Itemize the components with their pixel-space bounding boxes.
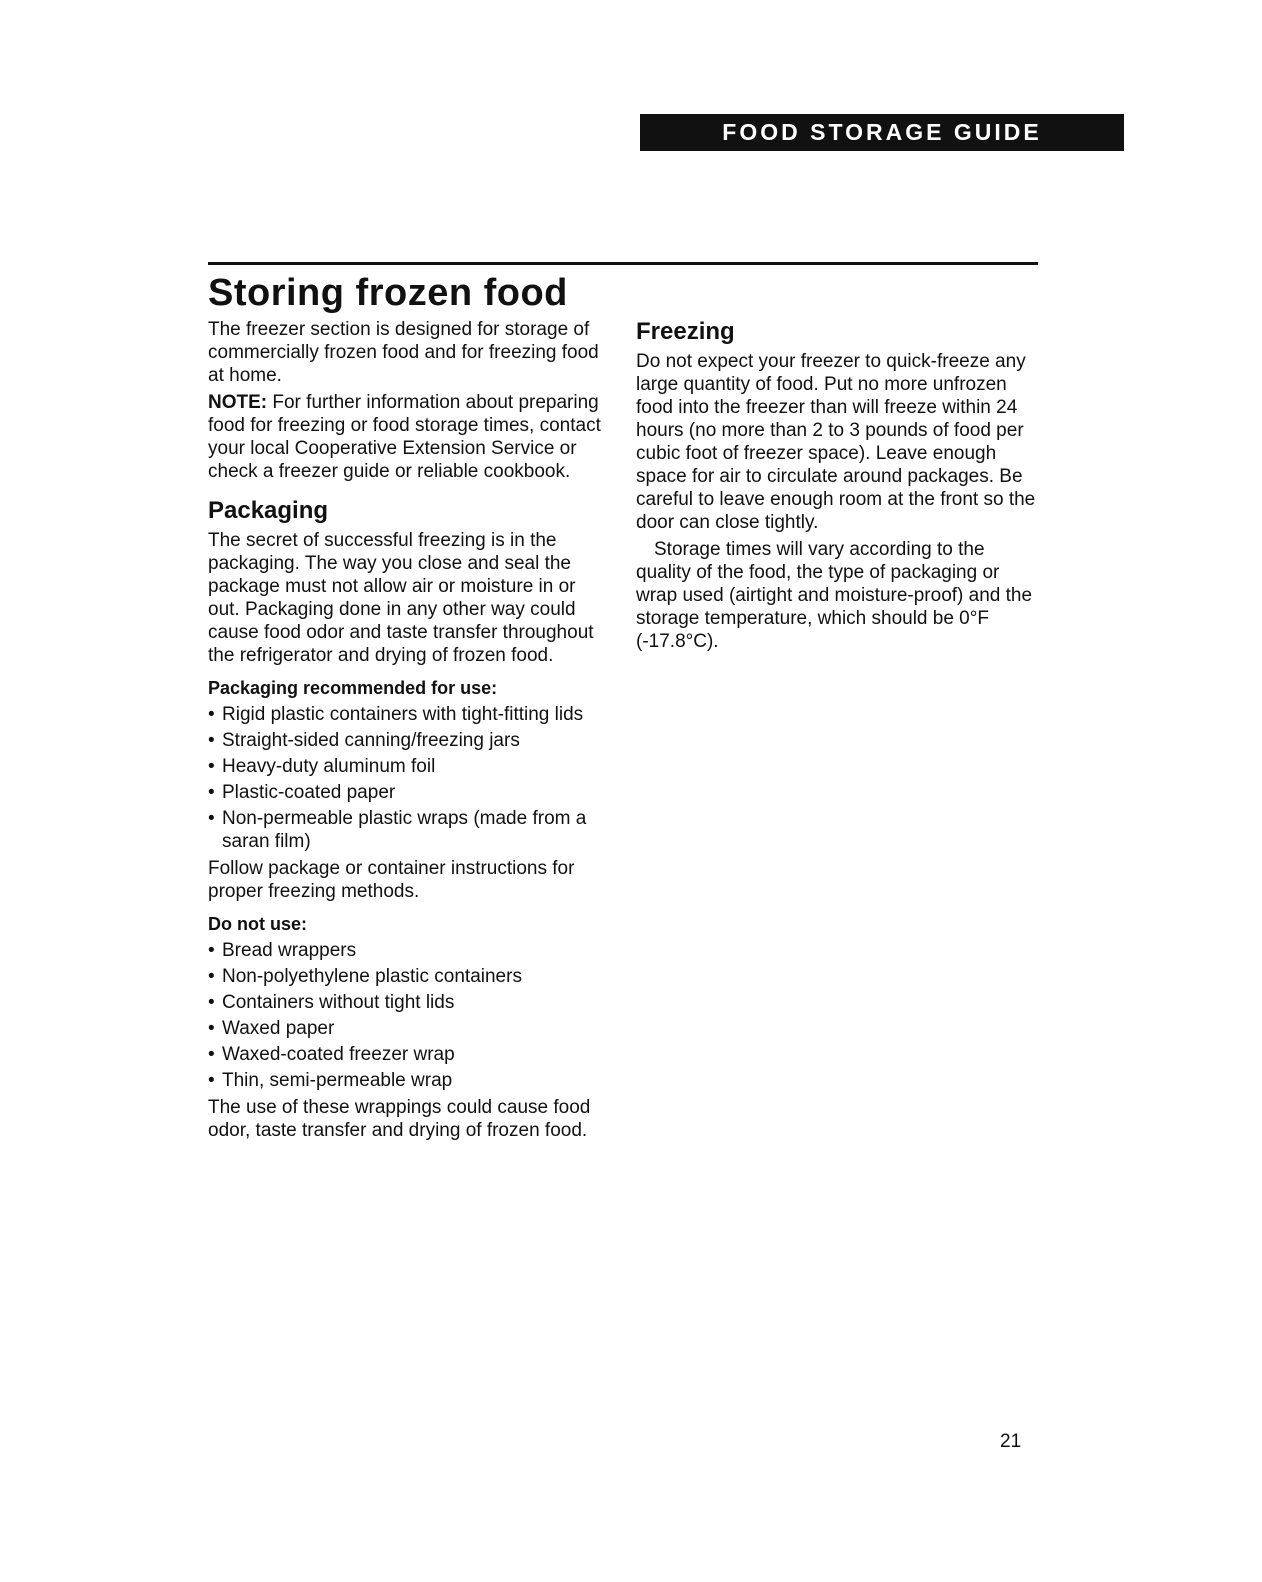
do-not-use-heading: Do not use: bbox=[208, 914, 307, 934]
list-item: • Plastic-coated paper bbox=[208, 782, 396, 803]
list-item: • Waxed paper bbox=[208, 1018, 335, 1039]
bullet-icon: • bbox=[208, 756, 215, 777]
storage-paragraph: Storage times will vary according to the quality of the food, the type of packaging or wrap used (airtight and moisture-proof) and the storage temperature, which should be 0°F (-17.8°C). bbox=[636, 539, 1033, 652]
bullet-icon: • bbox=[208, 808, 215, 829]
bullet-icon: • bbox=[208, 940, 215, 961]
packaging-heading: Packaging bbox=[208, 497, 329, 524]
bullet-icon: • bbox=[208, 966, 215, 987]
bullet-icon: • bbox=[208, 730, 215, 751]
recommended-list bbox=[208, 703, 608, 853]
freezing-heading: Freezing bbox=[636, 318, 735, 345]
list-item: • Bread wrappers bbox=[208, 940, 357, 961]
list-item: • Heavy-duty aluminum foil bbox=[208, 756, 436, 777]
note-text: For further information about preparing food for freezing or food storage times, contact your local Cooperative Extension Service or check a freezer guide or reliable cookbook. bbox=[208, 392, 601, 482]
bullet-icon: • bbox=[208, 782, 215, 803]
section-header-bar: FOOD STORAGE GUIDE bbox=[640, 114, 1124, 151]
list-item: • Waxed-coated freezer wrap bbox=[208, 1044, 455, 1065]
page-number: 21 bbox=[1000, 1431, 1022, 1452]
recommended-heading: Packaging recommended for use: bbox=[208, 678, 498, 698]
packaging-paragraph: The secret of successful freezing is in the packaging. The way you close and seal the package must not allow air or moisture in or out. Packaging done in any other way could cause food odor and taste transfer throughout the refrigerator and drying of frozen food. bbox=[208, 530, 594, 666]
bullet-icon: • bbox=[208, 992, 215, 1013]
list-item: • Rigid plastic containers with tight-fitting lids bbox=[208, 704, 584, 725]
follow-paragraph: Follow package or container instructions for proper freezing methods. bbox=[208, 858, 575, 902]
list-item: • Thin, semi-permeable wrap bbox=[208, 1070, 453, 1091]
list-item: • Containers without tight lids bbox=[208, 992, 455, 1013]
right-column bbox=[636, 318, 1036, 657]
note-label: NOTE: bbox=[208, 392, 268, 413]
do-not-use-list bbox=[208, 939, 608, 1092]
bullet-icon: • bbox=[208, 1070, 215, 1091]
page-title: Storing frozen food bbox=[208, 272, 568, 314]
list-item: • Non-polyethylene plastic containers bbox=[208, 966, 522, 987]
list-item: • Non-permeable plastic wraps (made from a saran film) bbox=[208, 808, 587, 852]
note-paragraph bbox=[208, 391, 608, 483]
closing-paragraph: The use of these wrappings could cause food odor, taste transfer and drying of frozen food. bbox=[208, 1097, 591, 1141]
freezing-paragraph: Do not expect your freezer to quick-freeze any large quantity of food. Put no more unfrozen food into the freezer than will freeze within 24 hours (no more than 2 to 3 pounds of food per cubic foot of freezer space). Leave enough space for air to circulate around packages. Be careful to leave enough room at the front so the door can close tightly. bbox=[636, 351, 1036, 533]
intro-paragraph: The freezer section is designed for storage of commercially frozen food and for freezing food at home. bbox=[208, 319, 599, 386]
bullet-icon: • bbox=[208, 1018, 215, 1039]
title-rule bbox=[208, 262, 1038, 265]
bullet-icon: • bbox=[208, 704, 215, 725]
left-column bbox=[208, 318, 608, 1146]
list-item: • Straight-sided canning/freezing jars bbox=[208, 730, 520, 751]
bullet-icon: • bbox=[208, 1044, 215, 1065]
